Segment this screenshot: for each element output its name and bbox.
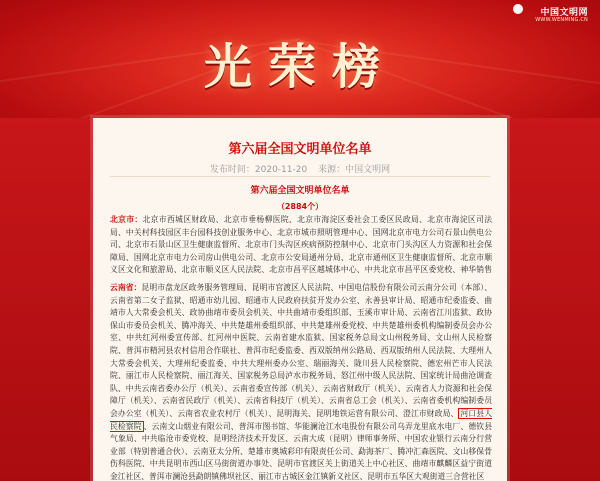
beijing-section — [110, 214, 492, 276]
site-logo[interactable]: 中国文明网 — [540, 8, 588, 18]
article-meta — [93, 162, 507, 175]
section-body-beijing: 北京市西城区财政局、北京市垂杨柳医院、北京市海淀区委社会工委区民政局、北京市海淀区司法局、中关村科技园区丰台园科技创业服务中心、北京市城市照明管理中心、国网北京市电力公司石景山供电公司、北京市石景山区卫生健康监督所、北京市门头沟区疾病预防控制中心、北京市门头沟区人力资源和社会保障局、国网北京市电力公司房山供电公司、北京市公安局通州分局、北京市通州区卫生健康监督所、北京市顺义区文化和旅游局、北京市顺义区人民法院、北京市昌平区越城体中心、中共北京市昌平区委党校、神华销售 — [110, 215, 492, 275]
unit-count: （2884个） — [276, 202, 324, 211]
article-source: 来源：中国文明网 — [318, 165, 391, 175]
section-body-yunnan-2: 、云南文山烟业有限公司、普洱市图书馆、华能澜沧江水电股份有限公司乌弄龙里底水电厂、德钦县气象局、中共临沧市委党校、昆明经济技术开发区、云南大成（昆明）律师事务所、中国农业银行云南分行营业部（特别普通合伙）、云南亚太分所、楚雄市奥城彩印有限责任公司、勐海茶厂、腾冲汇森医院、文山移保骨伤科医院、中共昆明市西山区马街街道办事处、昆明市官渡区关上街道关上中心社区、曲靖市麒麟区益宁街道金江社区、普洱市澜沧县勐朗镇佛坝社区、丽江市古城区金江镇新义社区、昆明市五华区大观街道三合营社区 — [110, 421, 492, 481]
section-lead-yunnan: 云南省： — [110, 283, 142, 292]
site-logo-sub: WWW.WENMING.CN — [535, 17, 588, 23]
section-lead-beijing: 北京市： — [110, 215, 143, 224]
divider — [110, 176, 490, 177]
article-subtitle: 第六届全国文明单位名单 — [250, 186, 350, 196]
section-body-yunnan-1: 昆明市盘龙区政务服务管理局、昆明市官渡区人民法院、中国电信股份有限公司云南分公司（本部）、云南省第二女子监狱、昭通市幼儿园、昭通市人民政府扶贫开发办公室、永善县审计局、昭通市纪委监委、曲靖市人大常委会机关、政协曲靖市委员会机关、中共曲靖市委组织部、玉溪市审计局、云南省江川监狱、政协保山市委员会机关、腾冲海关、中共楚雄州委组织部、中共楚雄州委党校、中共楚雄州委机构编制委员会办公室、中共红河州委宣传部、红河州中医院、云南省建水监狱、国家税务总局文山州税务局、文山州人民检察院、普洱市精河县农村信用合作联社、普洱市纪委监委、西双版纳州公路局、西双版纳州人民法院、大理州人大常委会机关、大理州纪委监委、中共大理州委办公室、瑞丽海关、陇川县人民检察院、德宏州芒市人民法院、丽江市人民检察院、丽江海关、国家税务总局泸水市税务局、怒江州中级人民法院、国家统计局曲沧调查队、中共云南省委办公厅（机关）、云南省委宣传部（机关）、云南省财政厅（机关）、云南省人力资源和社会保障厅（机关）、云南省民政厅（机关）、云南省科技厅（机关）、云南省总工会（机关）、云南省委机构编制委员会办公室（机关）、云南省农业农村厅（机关）、昆明海关、昆明地铁运营有限公司、澄江市财政局、 — [110, 283, 492, 418]
publish-date: 发布时间：2020-11-20 — [209, 165, 308, 175]
left-background — [0, 118, 93, 481]
yunnan-section — [110, 282, 492, 481]
site-logo-icon — [513, 4, 523, 14]
right-background — [507, 118, 600, 481]
page-title: 第六届全国文明单位名单 — [228, 142, 372, 157]
highlighted-unit: 河口县人民检察院 — [110, 408, 492, 431]
banner-title: 光荣榜 — [203, 39, 396, 95]
